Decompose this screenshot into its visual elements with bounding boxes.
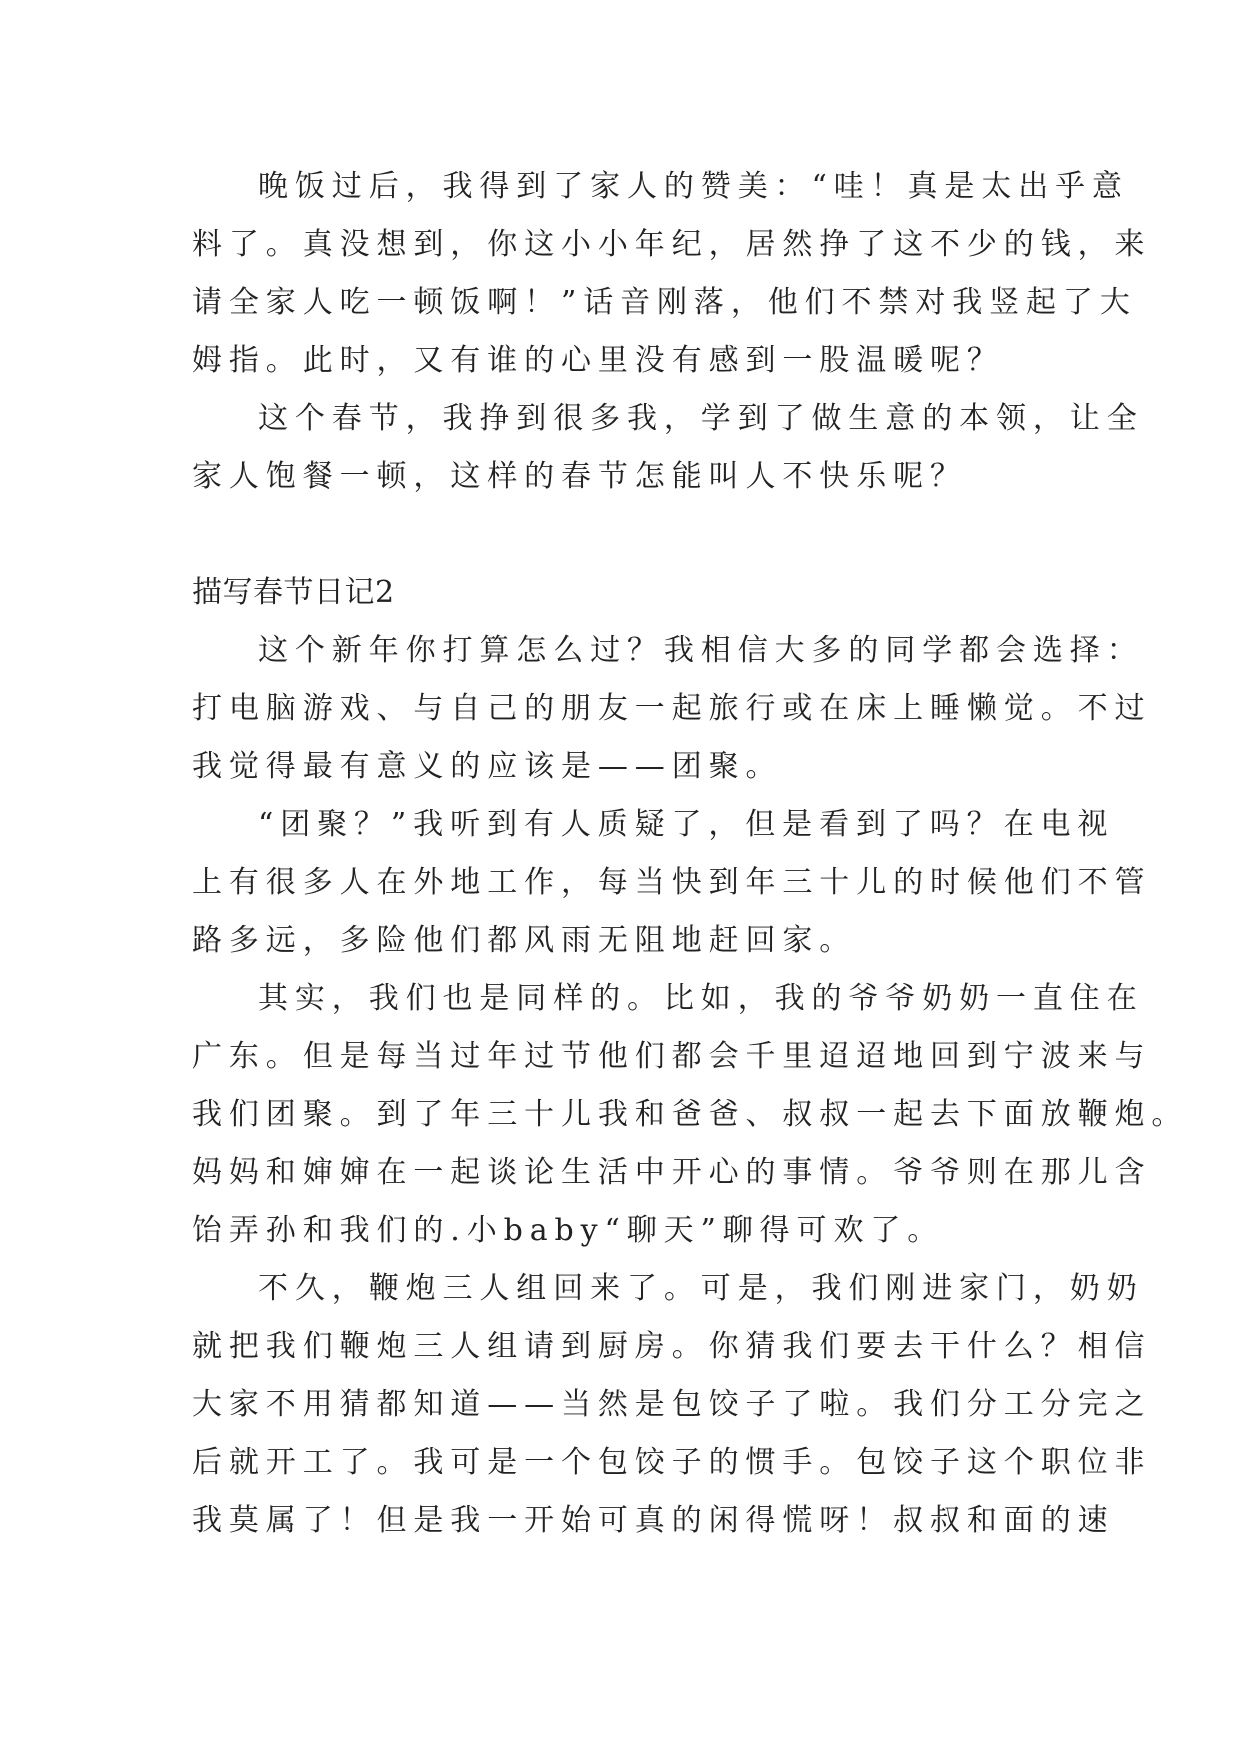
paragraph-line: 饴弄孙和我们的.小baby“聊天”聊得可欢了。 bbox=[192, 1213, 945, 1248]
paragraph-line: 这个新年你打算怎么过？我相信大多的同学都会选择： bbox=[258, 633, 1144, 668]
paragraph-line: 这个春节，我挣到很多我，学到了做生意的本领，让全 bbox=[258, 401, 1144, 436]
paragraph-line: 我觉得最有意义的应该是——团聚。 bbox=[192, 749, 783, 784]
paragraph-line: 后就开工了。我可是一个包饺子的惯手。包饺子这个职位非 bbox=[192, 1445, 1152, 1480]
paragraph-line: 晚饭过后，我得到了家人的赞美：“哇！真是太出乎意 bbox=[258, 169, 1129, 204]
paragraph-line: 上有很多人在外地工作，每当快到年三十儿的时候他们不管 bbox=[192, 865, 1152, 900]
paragraph-line: “团聚？”我听到有人质疑了，但是看到了吗？在电视 bbox=[258, 807, 1115, 842]
paragraph-line: 料了。真没想到，你这小小年纪，居然挣了这不少的钱，来 bbox=[192, 227, 1152, 262]
paragraph-line: 打电脑游戏、与自己的朋友一起旅行或在床上睡懒觉。不过 bbox=[192, 691, 1152, 726]
paragraph-line: 我们团聚。到了年三十儿我和爸爸、叔叔一起去下面放鞭炮。 bbox=[192, 1097, 1189, 1132]
paragraph-line: 家人饱餐一顿，这样的春节怎能叫人不快乐呢？ bbox=[192, 459, 967, 494]
paragraph-line: 广东。但是每当过年过节他们都会千里迢迢地回到宁波来与 bbox=[192, 1039, 1152, 1074]
section-heading: 描写春节日记2 bbox=[192, 575, 395, 610]
paragraph-line: 不久，鞭炮三人组回来了。可是，我们刚进家门，奶奶 bbox=[258, 1271, 1144, 1306]
paragraph-line: 请全家人吃一顿饭啊！”话音刚落，他们不禁对我竖起了大 bbox=[192, 285, 1137, 320]
paragraph-line: 我莫属了！但是我一开始可真的闲得慌呀！叔叔和面的速 bbox=[192, 1503, 1115, 1538]
paragraph-line: 路多远，多险他们都风雨无阻地赶回家。 bbox=[192, 923, 857, 958]
paragraph-line: 妈妈和婶婶在一起谈论生活中开心的事情。爷爷则在那儿含 bbox=[192, 1155, 1152, 1190]
paragraph-line: 就把我们鞭炮三人组请到厨房。你猜我们要去干什么？相信 bbox=[192, 1329, 1152, 1364]
paragraph-line: 其实，我们也是同样的。比如，我的爷爷奶奶一直住在 bbox=[258, 981, 1144, 1016]
paragraph-line: 姆指。此时，又有谁的心里没有感到一股温暖呢？ bbox=[192, 343, 1004, 378]
paragraph-line: 大家不用猜都知道——当然是包饺子了啦。我们分工分完之 bbox=[192, 1387, 1152, 1422]
